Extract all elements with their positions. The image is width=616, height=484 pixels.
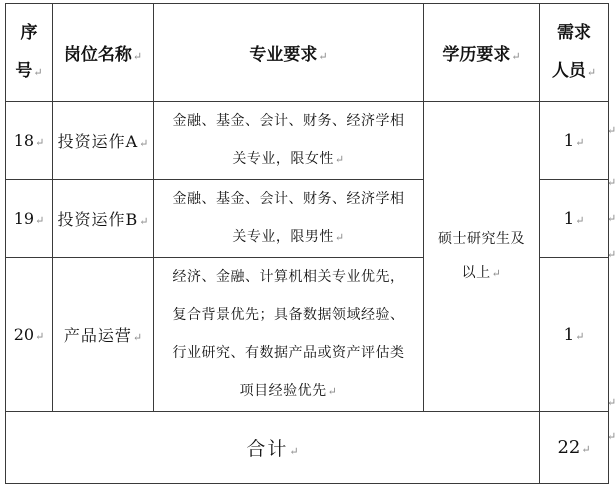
row-post — [53, 258, 154, 412]
row-count-value: 1 — [563, 130, 575, 151]
row-major — [154, 180, 424, 258]
row-post-value: 投资运作A — [57, 132, 139, 151]
row-end-mark-icon: ↵ — [607, 430, 616, 443]
paragraph-mark-icon: ↵ — [132, 331, 143, 344]
row-post-value: 投资运作B — [57, 210, 139, 229]
paragraph-mark-icon: ↵ — [575, 329, 585, 343]
paragraph-mark-icon: ↵ — [491, 267, 502, 280]
header-education — [424, 4, 540, 102]
header-education-label: 学历要求 — [442, 45, 511, 65]
header-post-name — [53, 4, 154, 102]
row-seq-value: 20 — [13, 325, 35, 344]
row-count — [540, 180, 609, 258]
row-major — [154, 258, 424, 412]
row-end-mark-icon: ↵ — [607, 212, 616, 225]
row-seq — [6, 180, 53, 258]
header-major — [154, 4, 424, 102]
row-end-mark-icon: ↵ — [607, 248, 616, 261]
header-row — [6, 4, 609, 102]
row-seq-value: 18 — [13, 131, 35, 150]
total-label-cell — [6, 412, 540, 484]
row-major-line: 关专业，限女性 — [232, 151, 334, 167]
paragraph-mark-icon: ↵ — [33, 65, 43, 79]
paragraph-mark-icon: ↵ — [327, 385, 338, 398]
header-count — [540, 4, 609, 102]
row-major-line: 金融、基金、会计、财务、经济学相 — [172, 191, 405, 207]
header-post-name-label: 岗位名称 — [63, 45, 132, 65]
row-major — [154, 102, 424, 180]
row-seq-value: 19 — [13, 209, 35, 228]
row-post-value: 产品运营 — [63, 326, 132, 345]
header-count-line-2: 人员 — [551, 60, 586, 81]
recruitment-table — [5, 3, 609, 484]
header-seq-line-2: 号 — [15, 60, 33, 81]
row-count-value: 1 — [563, 324, 575, 345]
row-seq — [6, 102, 53, 180]
row-count-value: 1 — [563, 208, 575, 229]
paragraph-mark-icon: ↵ — [334, 231, 345, 244]
row-major-line: 项目经验优先 — [239, 383, 327, 399]
row-end-mark-icon: ↵ — [607, 124, 616, 137]
paragraph-mark-icon: ↵ — [35, 136, 45, 149]
paragraph-mark-icon: ↵ — [586, 65, 597, 79]
row-major-line: 复合背景优先；具备数据领域经验、 — [172, 307, 405, 323]
total-value-cell — [540, 412, 609, 484]
paragraph-mark-icon: ↵ — [575, 135, 585, 149]
paragraph-mark-icon: ↵ — [139, 137, 149, 150]
row-count — [540, 102, 609, 180]
paragraph-mark-icon: ↵ — [35, 214, 45, 227]
education-line: 以上 — [461, 265, 491, 281]
total-row — [6, 412, 609, 484]
row-major-line: 经济、金融、计算机相关专业优先， — [172, 269, 405, 285]
row-major-line: 金融、基金、会计、财务、经济学相 — [172, 113, 405, 129]
row-major-line: 关专业，限男性 — [232, 229, 334, 245]
total-label: 合计 — [246, 438, 289, 460]
total-value: 22 — [557, 437, 581, 458]
table-row — [6, 102, 609, 180]
row-end-mark-icon: ↵ — [607, 396, 616, 409]
row-post — [53, 180, 154, 258]
paragraph-mark-icon: ↵ — [35, 330, 45, 343]
row-seq — [6, 258, 53, 412]
paragraph-mark-icon: ↵ — [132, 50, 143, 63]
education-line: 硕士研究生及 — [438, 231, 525, 247]
education-cell — [424, 102, 540, 412]
row-count — [540, 258, 609, 412]
paragraph-mark-icon: ↵ — [139, 215, 149, 228]
paragraph-mark-icon: ↵ — [318, 50, 328, 63]
header-seq — [6, 4, 53, 102]
paragraph-mark-icon: ↵ — [581, 443, 591, 456]
header-major-label: 专业要求 — [249, 45, 318, 65]
row-major-line: 行业研究、有数据产品或资产评估类 — [172, 345, 405, 361]
row-post — [53, 102, 154, 180]
paragraph-mark-icon: ↵ — [511, 50, 521, 63]
header-count-line-1: 需求 — [557, 22, 591, 43]
header-seq-line-1: 序 — [20, 22, 38, 43]
row-end-mark-icon: ↵ — [607, 176, 616, 189]
paragraph-mark-icon: ↵ — [575, 213, 585, 227]
paragraph-mark-icon: ↵ — [334, 153, 345, 166]
paragraph-mark-icon: ↵ — [289, 445, 299, 458]
